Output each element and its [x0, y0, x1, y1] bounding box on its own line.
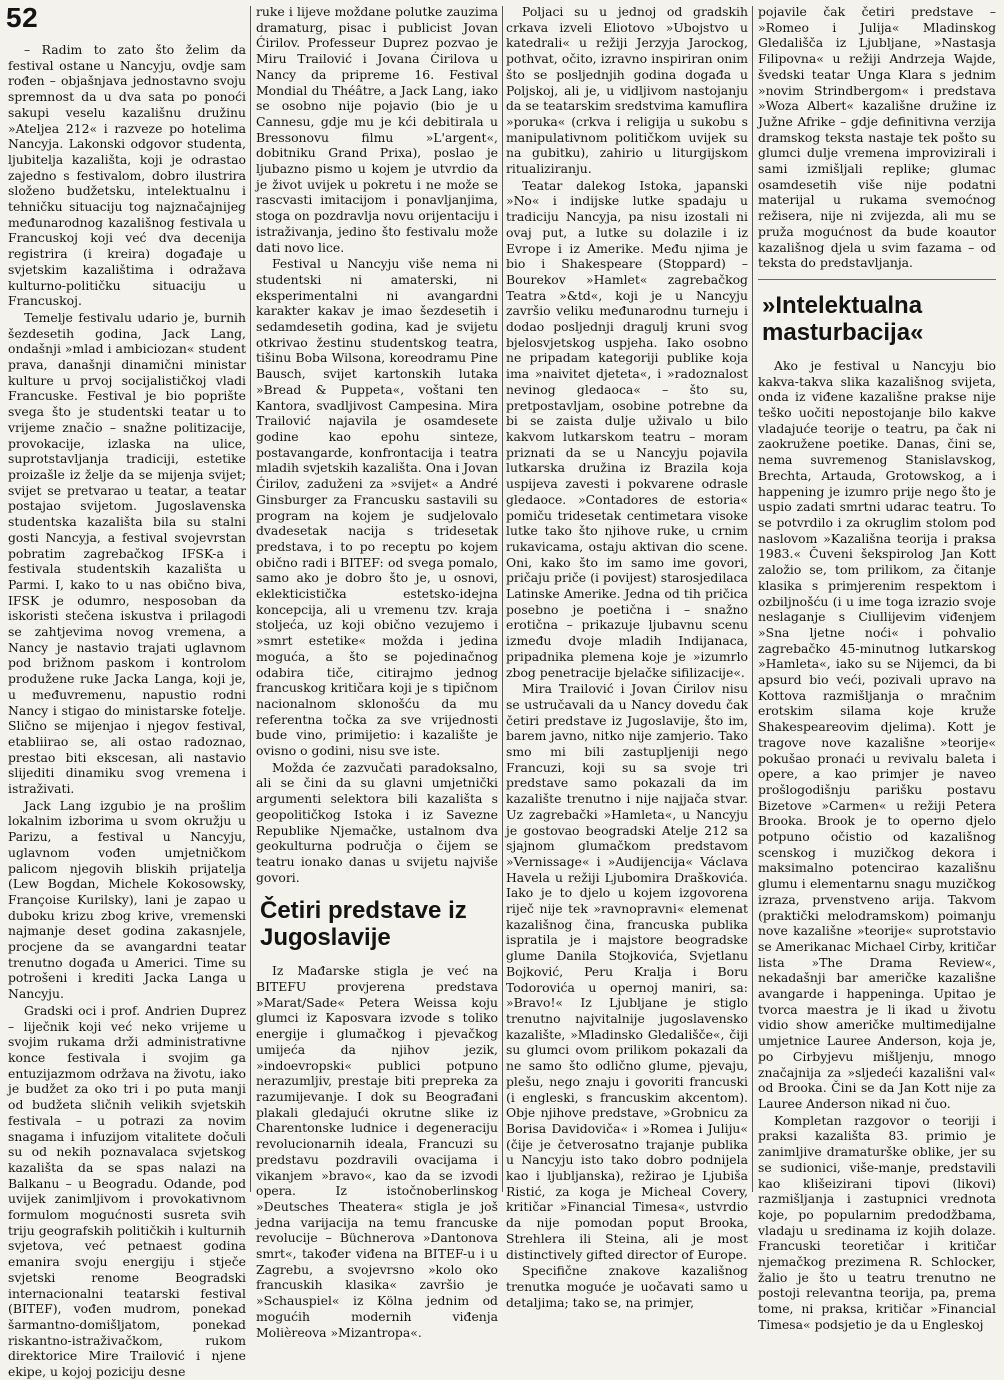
article-paragraph: Možda će zazvučati paradoksalno, ali se čini da su glavni umjetnički argumenti selektora bili kazališta s geopolitičkog Istoka i iz Savezne Republike Njemačke, ustalnom dva geokulturna područja o čijem se teatru ionako danas u svijetu najviše govori. — [256, 759, 498, 885]
article-paragraph: pojavile čak četiri predstave – »Romeo i Julija« Mladinskog Gledališča iz Ljubljane, »Nastasja Filipovna« u režiji Andrzeja Wajde, švedski teatar Unga Klara s jednim »novim Strindbergom« i predstava »Woza Albert« kazališne družine iz Južne Afrike – gdje definitivna verzija dramskog teksta nastaje tek pošto su glumci dulje vremena improvizirali i sami izmišljali replike; glumac osamdesetih više nije podatni materijal u rukama svemoćnog režisera, nije ni zvijezda, ali mu se pruža mogućnost da bude koautor kazališnog djela u svim fazama – od teksta do predstavljanja. — [758, 4, 996, 271]
page-number: 52 — [6, 2, 39, 33]
article-paragraph: Teatar dalekog Istoka, japanski »No« i indijske lutke spadaju u tradiciju Nancyja, pa nisu izostali ni ovaj put, a lutke su dolazile i iz Evrope i iz Amerike. Među njima je bio i Shakespeare (Stoppard) – Bourekov »Hamlet« zagrebačkog Teatra »&td«, koji je u Nancyju završio veliku međunarodnu turneju i dodao posljednji dragulj kruni svog bjelosvjetskog uspjeha. Iako osobno ne pripadam kategoriji publike koja ima »naivitet djeteta«, i »radoznalost nevinog gledaoca« – što su, pretpostavljam, osobine potrebne da bi se zaista dulje uživalo u bilo kakvom lutkarskom teatru – moram priznati da se u Nancyju pojavila lutkarska družina iz Brazila koja uspijeva zavesti i pokvarene odrasle gledaoce. »Contadores de estoria« pomiču tridesetak centimetara visoke lutke tako što njihove ruke, u crnim rukavicama, ostaju aktivan dio scene. Oni, kako što im samo ime govori, pričaju priče (i povijest) starosjedilaca Latinske Amerike. Jedna od tih pričica posebno je poetična i – snažno erotična – prikazuje ljubavnu scenu između dvoje mladih Indijanaca, pripadnika plemena koje je »izumrlo zbog penetracije bjelačke sifilizacije«. — [506, 177, 748, 680]
article-paragraph: Mira Trailović i Jovan Ćirilov nisu se ustručavali da u Nancy dovedu čak četiri predstave iz Jugoslavije, što im, barem javno, nitko nije zamjerio. Tako smo mi bili zastupljeniji nego Francuzi, koji su sa svoje tri predstave samo pokazali da im kazalište trenutno i nije najjača stvar. Uz zagrebački »Hamleta«, u Nancyju je gostovao beogradski Atelje 212 sa sjajnom glumačkom predstavom »Vernissage« i »Audijencija« Václava Havela u režiji Ljubomira Draškovića. Iako je to djelo u kojem izgovorena riječ nije tek »ravnopravni« elemenat kazališnog čina, francuska publika ispratila je i majstore beogradske glume Danila Stojkovića, Svjetlanu Bojković, Peru Kralja i Boru Todorovića u opernoj maniri, sa: »Bravo!« Iz Ljubljane je stiglo trenutno najvitalnije jugoslavensko kazalište, »Mladinsko Gledališče«, čiji su glumci ovom prilikom pokazali da ne samo što odlično glume, pjevaju, plešu, nego znaju i govoriti francuski (i engleski, s francuskim akcentom). Obje njihove predstave, »Grobnicu za Borisa Davidoviča« i »Romea i Juliju« (čije je četverosatno trajanje publika u Nancyju isto tako dobro podnijela kao i ljubljanska), režirao je Ljubiša Ristić, za koga je Micheal Covery, kritičar »Financial Timesa«, ustvrdio da nije pomodan poput Brooka, Strehlera ili Steina, ali je most distinctively gifted director of Europe. — [506, 681, 748, 1262]
article-paragraph: Kompletan razgovor o teoriji i praksi kazališta 83. primio je zanimljive dramaturške oblike, jer su se sudionici, više-manje, predstavili kao klišeizirani tipovi (likovi) razmišljanja i zastupnici vrednota koje, po popularnim predodžbama, vladaju u sredinama iz kojih dolaze. Francuski teoretičar i kritičar njemačkog prezimena R. Schlocker, žalio je što u teatru trenutno ne postoji relevantna teorija, pa, prema tome, ni praksa, kritičar »Financial Timesa« podsjetio je da u Engleskoj — [758, 1112, 996, 1332]
article-paragraph: Ako je festival u Nancyju bio kakva-takva slika kazališnog svijeta, onda iz viđene kazališne prakse nije teško uočiti nepostojanje bilo kakve vladajuće teorije o teatru, pa čak ni zaokružene poetike. Danas, čini se, nema suvremenog Stanislavskog, Brechta, Artauda, Grotowskog, a i happening je izumro prije nego što je uspio zadati smrtni udarac teatru. To se potvrdilo i za okruglim stolom pod naslovom »Kazališna teorija i praksa 1983.« Čuveni šekspirolog Jan Kott založio se, tom prilikom, za čitanje klasika s primjerenim respektom i ozbiljnošću (i u ime toga izrazio svoje neslaganje s Ciullijevim viđenjem »Sna ljetne noći« i pohvalio zagrebačko 45-minutnog lutkarskog »Hamleta«, iako su se Nijemci, da bi apsurd bio veći, pozivali upravo na Kottova razmišljanja o mračnim erotskim silama koje kruže Shakespeareovim djelima). Kott je tragove nove kazališne »teorije« pokušao pronaći u revivalu baleta i opere, a kao primjer je naveo prošlogodišnju parišku postavu Bizetove »Carmen« u režiji Petera Brooka. Brook je to operno djelo potpuno očistio od kazališnog scenskog i muzičkog dekora i maksimalno potencirao kazališnu glumu i elementarnu snagu muzičkog izraza, prvenstveno arija. Takvom (praktički melodramskom) poimanju nove kazališne »teorije« suprotstavio se Amerikanac Michael Cirby, kritičar lista »The Drama Review«, nekadašnji bar američke kazališne avangarde i happeninga. Upitao je tvorca maestra je li ikad u životu vidio show američke multimedijalne umjetnice Lauree Anderson, koja je, po Cirbyjevu mišljenju, mnogo značajnija za »sljedeći kazališni val« od Brooka. Čini se da Jan Kott nije za Lauree Anderson nikad ni čuo. — [758, 357, 996, 1111]
article-paragraph: Temelje festivalu udario je, burnih šezdesetih godina, Jack Lang, ondašnji »mlad i ambiciozan« student prava, današnji dinamični ministar kulture u prvoj socijalističkoj vladi Francuske. Festival je bio poprište svega što je studentski teatar u to vrijeme značio – snažne politizacije, provokacije, izlaska na ulice, suprotstavljanja tradiciji, estetike proizašle iz želje da se mijenja svijet; svijet se pretvarao u teatar, a teatar postajao svijetom. Jugoslavenska studentska kazališta bila su stalni gosti Nancyja, a festival svojevrstan pobratim zagrebačkog IFSK-a i festivala studentskih kazališta u Parmi. I, kako to u nas obično biva, IFSK je odumro, nesposoban da iskoristi stečena iskustva i prilagodi se zahtjevima novog vremena, a Nancy je nastavio trajati uglavnom pod brižnom paskom i kontrolom produžene ruke Jacka Langa, koji je, u međuvremenu, napustio rodni Nancy i stigao do ministarske fotelje. Slično se mijenjao i njegov festival, etabliirao se, ali ostao radoznao, prestao biti ekscesan, ali nastavio slijediti dinamiku svog vremena i istraživati. — [8, 309, 246, 797]
article-column-3 — [506, 4, 748, 1310]
article-paragraph: Festival u Nancyju više nema ni studentski ni amaterski, ni eksperimentalni ni avangardni karakter kakav je imao šezdesetih i sedamdesetih godina, kad je svijetu otkrivao žestinu studentskog teatra, tišinu Boba Wilsona, koreodramu Pine Bausch, svijet kartonskih lutaka »Bread & Puppeta«, voštani ten Kantora, svadljivost Campesina. Mira Trailović najavila je osamdesete godine kao epohu sinteze, postavangarde, konfrontacija i teatra mladih svjetskih kazališta. Ona i Jovan Ćirilov, zaduženi za »svijet« a André Ginsburger za Francusku sastavili su program na kojem je sudjelovalo dvadesetak nacija s tridesetak predstava, i to po receptu po kojem obično radi i BITEF: od svega pomalo, samo ako je dobro što je, u osnovi, eklekticistička estetsko-idejna koncepcija, ali u vremenu tzv. kraja stoljeća, uz koji obično vezujemo i »smrt estetike« možda i jedina moguća, a što se pojedinačnog odabira tiče, citirajmo jednog francuskog kritičara koji je s tipičnom nacionalnom sklonošću da mu referentna točka za sve vrijednosti bude vino, primijetio: i kazalište je ovisno o godini, nisu sve iste. — [256, 256, 498, 759]
article-paragraph: – Radim to zato što želim da festival ostane u Nancyju, ovdje sam rođen – objašnjava jednostavno svoju spremnost da u dva sata po ponoći sakupi veselu kazališnu družinu »Ateljea 212« i razveze po hotelima Nancyja. Lakonski odgovor studenta, ljubitelja kazališta, koji je odrastao zajedno s festivalom, dobro ilustrira složeno budžetsku, intelektualnu i tehničku situaciju tog najznačajnijeg međunarodnog kazališnog festivala u Francuskoj koji već dva decenija registrira (i kreira) događaje u svjetskim kazalištima i odražava kulturno-političku situaciju u Francuskoj. — [8, 42, 246, 309]
article-paragraph: Poljaci su u jednoj od gradskih crkava izveli Eliotovo »Ubojstvo u katedrali« u režiji Jerzyja Jarockog, pothvat, očito, izravno inspiriran onim što se posljednjih godina događa u Poljskoj, ali je, u vidljivom nastojanju da se teatarskim sredstvima kamuflira »poruka« (crkva i religija u sukobu s manipulativnom političkom uvijek su na gubitku), zahirio u liturgijskom ritualiziranju. — [506, 4, 748, 177]
article-paragraph: ruke i lijeve moždane polutke zauzima dramaturg, pisac i publicist Jovan Ćirilov. Professeur Duprez pozvao je Miru Trailović i Jovana Ćirilova u Nancy da pripreme 16. Festival Mondial du Théâtre, a Jack Lang, iako se osobno nije pojavio (bio je u Cannesu, gdje mu je kći debitirala u Bressonovu filmu »L'argent«, dobitniku Grand Prixa), poslao je ljubazno pismo u kojem je utvrdio da je život uvijek u pokretu i ne može se rascvasti imitacijom i ponavljanjima, stoga on pozdravlja novu orijentaciju i istraživanja, jedino što festivalu može dati novo lice. — [256, 4, 498, 255]
article-column-1 — [8, 42, 246, 1380]
section-headline: Četiri predstave iz Jugoslavije — [260, 897, 467, 952]
section-headline: »Intelektualna masturbacija« — [762, 291, 924, 346]
article-paragraph: Iz Mađarske stigla je već na BITEFU provjerena predstava »Marat/Sade« Petera Weissa koju glumci iz Kaposvara izvode s toliko energije i glumačkog i pjevačkog umijeća da njihov jezik, »indoevropski« publici potpuno nerazumljiv, prestaje biti prepreka za razumijevanje. I dok su Beograđani plakali gledajući okrutne slike iz Charentonske ludnice i degeneraciju revolucionarnih ideala, Francuzi su predstavu pozdravili ovacijama i vikanjem »bravo«, kao da se izvodi opera. Iz istočnoberlinskog »Deutsches Theatera« stigla je još jedna varijacija na temu francuske revolucije – Büchnerova »Dantonova smrt«, također viđena na BITEF-u i u Zagrebu, a svojevrsno »kolo oko francuskih klasika« završio je »Schauspiel« iz Kölna jednim od mogućih modernih viđenja Molièreova »Mizantropa«. — [256, 963, 498, 1340]
article-paragraph: Jack Lang izgubio je na prošlim lokalnim izborima u svom okružju u Parizu, a festival u Nancyju, uglavnom vođen umjetničkom palicom njegovih bliskih prijatelja (Lew Bogdan, Michele Kokosowsky, Françoise Kurilsky), lani je zapao u duboku krizu zbog krive, vremenski najmanje deset godina zakasnjele, procjene da se avangardni teatar trenutno događa u Americi. Time su potrošeni i krediti Jacka Langa u Nancyju. — [8, 797, 246, 1002]
article-paragraph: Specifične znakove kazališnog trenutka moguće je uočavati samo u detaljima; tako se, na primjer, — [506, 1263, 748, 1310]
column-rule — [752, 6, 753, 1192]
article-column-2 — [256, 4, 498, 1340]
column-rule — [250, 6, 251, 1192]
section-divider — [758, 279, 996, 280]
article-paragraph: Gradski oci i prof. Andrien Duprez – liječnik koji već neko vrijeme u svojim rukama drži administrativne konce festivala i svojim ga entuzijazmom održava na životu, iako je budžet za oko tri i po puta manji od budžeta sličnih velikih svjetskih festivala – u potrazi za novim snagama i infuzijom vitalitete dočuli su od nekih poznavalaca svjetskog kazališta da se spas nalazi na Balkanu – u Beogradu. Odande, pod uvijek zanimljivom i provokativnom formulom mogućnosti susreta svih triju geografskih političkih i kulturnih svjetova, već petnaest godina emanira svoju energiju i stječe svjetski renome Beogradski internacionalni teatarski festival (BITEF), vođen mudrom, ponekad šarmantno-domišljatom, ponekad riskantno-istraživačkom, rukom direktorice Mire Trailović i njene ekipe, u kojoj poziciju desne — [8, 1002, 246, 1380]
column-rule — [502, 6, 503, 1192]
article-column-4 — [758, 4, 996, 1332]
